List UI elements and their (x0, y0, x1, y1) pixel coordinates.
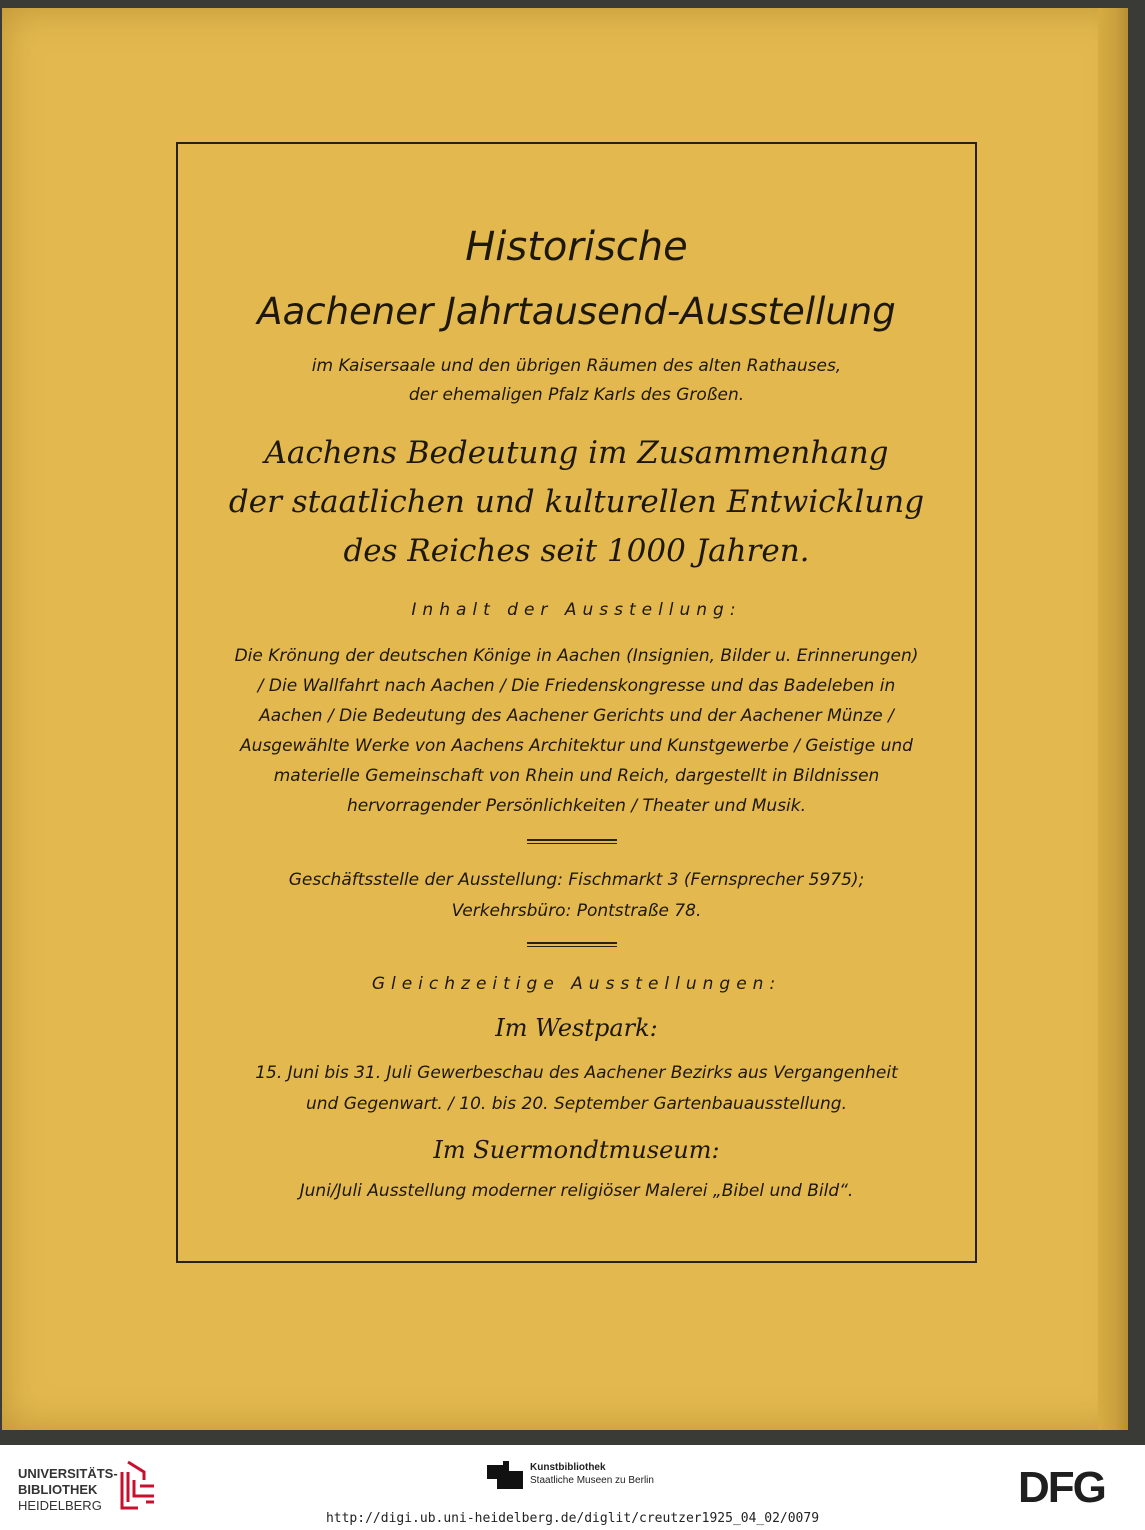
concurrent-heading: Gleichzeitige Ausstellungen: (371, 974, 782, 994)
divider (527, 839, 617, 841)
paper-edge (1098, 8, 1128, 1430)
ub-line-2: BIBLIOTHEK (18, 1482, 98, 1497)
subtitle-line-2: der ehemaligen Pfalz Karls des Großen. (408, 385, 745, 405)
office-line-1: Geschäftsstelle der Ausstellung: Fischmarkt 3 (Fernsprecher 5975); (288, 870, 865, 890)
museum-line-1: Juni/Juli Ausstellung moderner religiöser Malerei „Bibel und Bild“. (299, 1181, 854, 1201)
westpark-line-1: 15. Juni bis 31. Juli Gewerbeschau des Aachener Bezirks aus Vergangenheit (255, 1063, 898, 1083)
contents-heading: Inhalt der Ausstellung: (411, 600, 742, 620)
westpark-line-2: und Gegenwart. / 10. bis 20. September Gartenbauausstellung. (305, 1094, 848, 1114)
contents-line: / Die Wallfahrt nach Aachen / Die Friedenskongresse und das Badeleben in (257, 676, 896, 696)
title-line-1: Historische (465, 224, 688, 270)
page-url[interactable]: http://digi.ub.uni-heidelberg.de/diglit/creutzer1925_04_02/0079 (325, 1511, 820, 1526)
theme-line-3: des Reiches seit 1000 Jahren. (343, 533, 810, 569)
divider (527, 843, 617, 844)
kb-line-2: Staatliche Museen zu Berlin (530, 1475, 654, 1486)
contents-line: Die Krönung der deutschen Könige in Aachen (Insignien, Bilder u. Erinnerungen) (234, 646, 919, 666)
theme-line-1: Aachens Bedeutung im Zusammenhang (264, 435, 889, 471)
ub-heidelberg-logo-icon[interactable] (114, 1458, 160, 1514)
kunstbibliothek-logo-icon[interactable] (487, 1461, 523, 1489)
ub-heidelberg-text[interactable] (18, 1466, 118, 1514)
title-line-2: Aachener Jahrtausend-Ausstellung (257, 290, 896, 333)
ub-line-1: UNIVERSITÄTS- (18, 1466, 118, 1481)
kunstbibliothek-text[interactable] (530, 1461, 654, 1487)
subtitle-line-1: im Kaisersaale und den übrigen Räumen des alten Rathauses, (311, 356, 842, 376)
kb-line-1: Kunstbibliothek (530, 1462, 606, 1473)
contents-line: hervorragender Persönlichkeiten / Theater und Musik. (346, 796, 807, 816)
office-line-2: Verkehrsbüro: Pontstraße 78. (451, 901, 702, 921)
theme-line-2: der staatlichen und kulturellen Entwicklung (228, 484, 925, 520)
museum-heading: Im Suermondtmuseum: (433, 1136, 720, 1164)
divider (527, 942, 617, 944)
ub-line-3: HEIDELBERG (18, 1498, 102, 1513)
contents-line: materielle Gemeinschaft von Rhein und Reich, dargestellt in Bildnissen (273, 766, 880, 786)
westpark-heading: Im Westpark: (495, 1014, 658, 1042)
contents-line: Aachen / Die Bedeutung des Aachener Gerichts und der Aachener Münze / (259, 706, 894, 726)
divider (527, 946, 617, 947)
dfg-logo[interactable]: DFG (1018, 1463, 1105, 1512)
contents-line: Ausgewählte Werke von Aachens Architektur und Kunstgewerbe / Geistige und (240, 736, 913, 756)
